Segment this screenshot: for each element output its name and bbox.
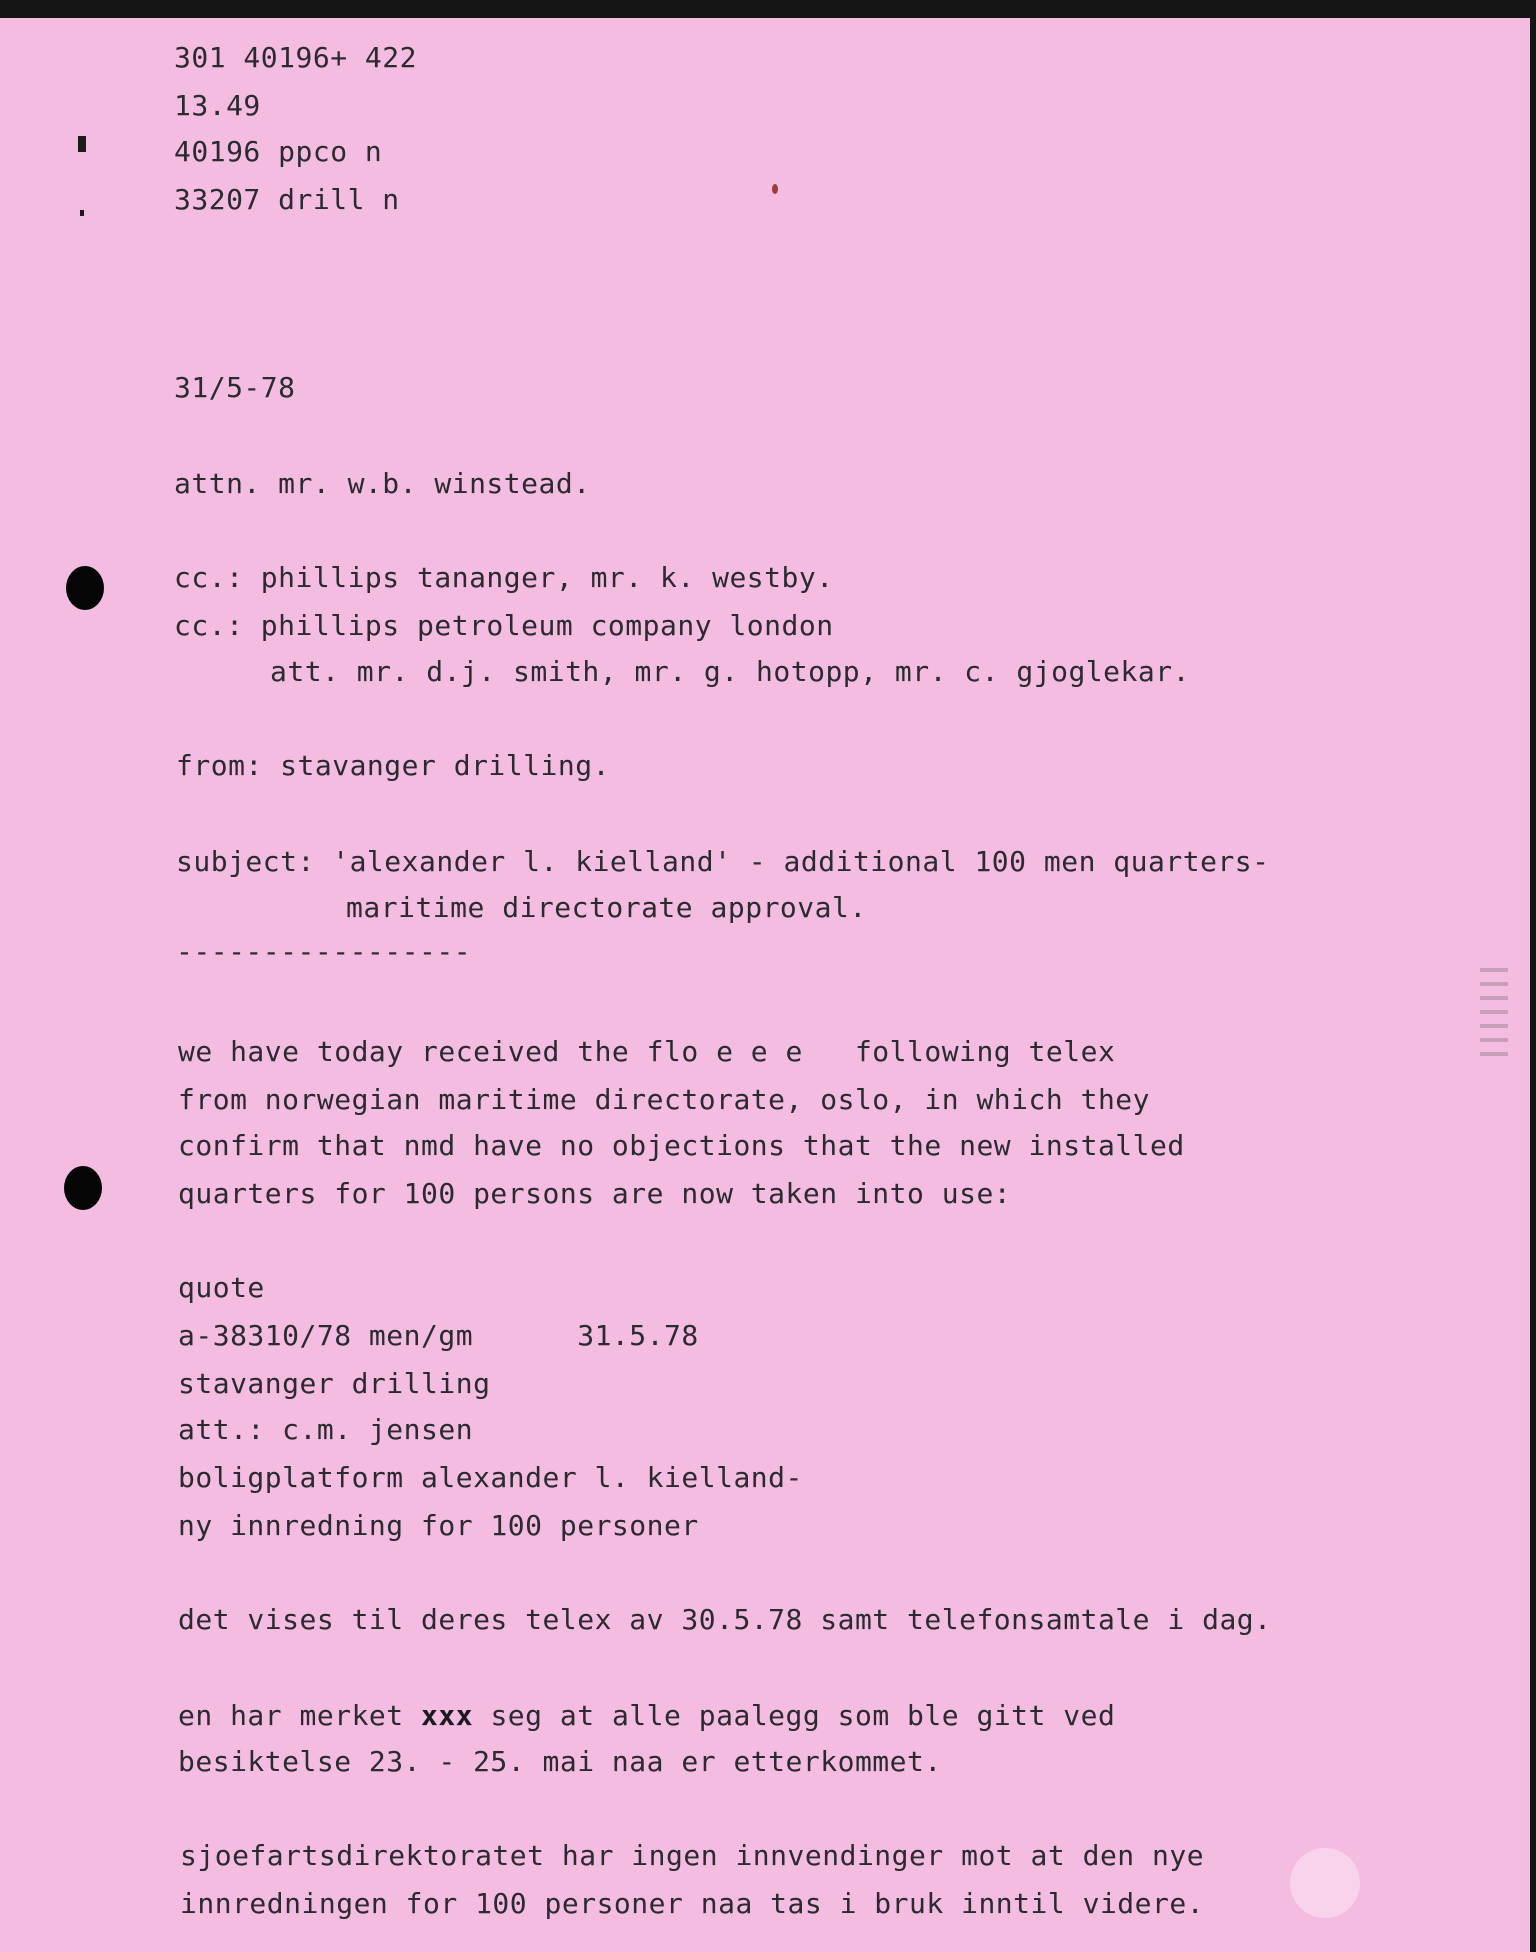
from-line: from: stavanger drilling.: [176, 749, 610, 782]
quote-attention: att.: c.m. jensen: [178, 1413, 474, 1446]
body-line-2: from norwegian maritime directorate, oslo, in which they: [178, 1083, 1151, 1116]
quote-subject: ny innredning for 100 personer: [178, 1509, 699, 1542]
attn-line: attn. mr. w.b. winstead.: [174, 467, 591, 500]
quote-body-line-1: det vises til deres telex av 30.5.78 samt telefonsamtale i dag.: [178, 1603, 1272, 1636]
quote-recipient: stavanger drilling: [178, 1367, 491, 1400]
quote-reference: a-38310/78 men/gm 31.5.78: [178, 1319, 699, 1352]
header-line-2: 13.49: [174, 89, 261, 122]
header-line-1: 301 40196+ 422: [174, 41, 418, 74]
body-line-3: confirm that nmd have no objections that the new installed: [178, 1129, 1185, 1162]
quote-platform: boligplatform alexander l. kielland-: [178, 1461, 803, 1494]
punch-hole-top: [66, 566, 104, 610]
cc-line-1: cc.: phillips tananger, mr. k. westby.: [174, 561, 834, 594]
cc-line-2: cc.: phillips petroleum company london: [174, 609, 834, 642]
quote-body-line-2-start: en har merket: [178, 1699, 422, 1732]
subject-line-2: maritime directorate approval.: [346, 891, 867, 924]
telex-page: [0, 18, 1536, 1952]
paper-smudge: [1290, 1848, 1360, 1918]
quote-body-line-4: sjoefartsdirektoratet har ingen innvendinger mot at den nye: [180, 1839, 1205, 1872]
quote-body-line-5: innredningen for 100 personer naa tas i bruk inntil videre.: [180, 1887, 1205, 1920]
scan-right-border: [1530, 0, 1536, 1952]
quote-body-line-3: besiktelse 23. - 25. mai naa er etterkommet.: [178, 1745, 942, 1778]
quote-label: quote: [178, 1271, 265, 1304]
header-line-3: 40196 ppco n: [174, 135, 383, 168]
cc-attention-line: att. mr. d.j. smith, mr. g. hotopp, mr. c. gjoglekar.: [270, 655, 1190, 688]
quote-body-line-2-end: seg at alle paalegg som ble gitt ved: [473, 1699, 1116, 1732]
header-line-4: 33207 drill n: [174, 183, 400, 216]
scan-mark-small: [80, 210, 84, 216]
body-line-4: quarters for 100 persons are now taken into use:: [178, 1177, 1012, 1210]
scan-mark: [78, 136, 86, 152]
subject-line-1: subject: 'alexander l. kielland' - additional 100 men quarters-: [176, 845, 1270, 878]
ink-spot: [772, 184, 778, 194]
telex-date: 31/5-78: [174, 371, 296, 404]
quote-body-line-2: [178, 1698, 1115, 1734]
struck-out-text: xxx: [421, 1699, 474, 1732]
subject-separator: -----------------: [176, 935, 472, 968]
edge-artifacts: [1480, 968, 1508, 1058]
body-line-1: we have today received the flo e e e following telex: [178, 1035, 1116, 1068]
punch-hole-bottom: [64, 1166, 102, 1210]
